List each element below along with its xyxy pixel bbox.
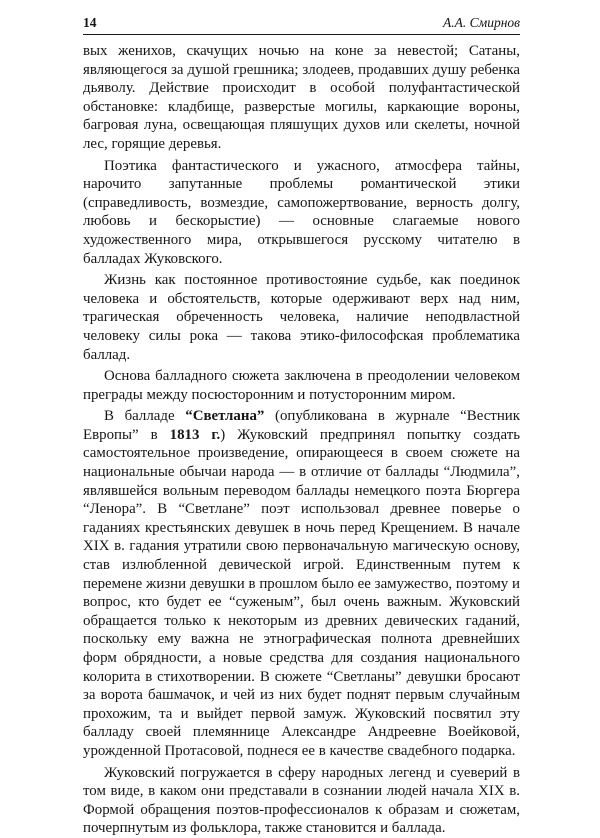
page-number: 14 [83, 15, 97, 30]
paragraph-6 [83, 764, 520, 838]
paragraph-text: (опубликована в журнале “Вестник Европы” в [83, 408, 520, 443]
paragraph-text: ) Жуковский предпринял попытку создать самостоятельное произведение, опирающееся в своем сюжете на национальные обычаи народа — в отличие от баллады “Людмила”, являвшейся вольным переводом баллады немецкого поэта Бюргера “Ленора”. В “Светлане” поэт использовал древнее поверье о гаданиях крестьянских девушек в ночь перед Крещением. В начале XIX в. гадания утратили свою первоначальную магическую основу, став излюбленной девической игрой. Единственным путем к перемене жизни девушки в прошлом было ее замужество, поэтому и вопрос, кто будет ее “суженым”, был очень важным. Жуковский обращается только к некоторым из древних девических гаданий, поскольку ему важна не этнографическая полнота древнейших форм обрядности, а новые средства для создания национального колорита в стихотворении. В сюжете “Светланы” девушки бросают за ворота башмачок, и чей из них будет поднят первым случайным прохожим, та и выйдет первой замуж. Жуковский посвятил эту балладу своей племяннице Александре Андреевне Воейковой, урожденной Протасовой, поднеся ее в качестве свадебного подарка. [83, 426, 520, 759]
paragraph-2 [83, 157, 520, 269]
paragraph-5 [83, 407, 520, 760]
running-head [83, 14, 520, 35]
paragraph-text: В балладе [104, 408, 186, 425]
paragraph-text: Основа балладного сюжета заключена в преодолении человеком преграды между посюсторонним и потусторонним миром. [83, 368, 520, 403]
paragraph-text: Жизнь как постоянное противостояние судьбе, как поединок человека и обстоятельств, которые одерживают верх над ним, трагическая обреченность человека, наличие неподвластной человеку силы рока — такова этико-философская проблематика баллад. [83, 272, 520, 363]
year-bold: 1813 г. [169, 426, 221, 443]
paragraph-text: Жуковский погружается в сферу народных легенд и суеверий в том виде, в каком они представали в сознании людей начала XIX в. Формой обращения поэтов-профессионалов к образам и сюжетам, почерпнутым из фольклора, также становится и баллада. [83, 764, 520, 837]
ballad-title-bold: “Светлана” [185, 408, 265, 425]
paragraph-1 [83, 42, 520, 154]
book-page [83, 14, 520, 838]
paragraph-3 [83, 271, 520, 364]
body-text [83, 42, 520, 838]
paragraph-4 [83, 367, 520, 404]
paragraph-text: Поэтика фантастического и ужасного, атмосфера тайны, нарочито запутанные проблемы романтической этики (справедливость, возмездие, самопожертвование, верность долгу, любовь и бескорыстие) — основные слагаемые нового художественного мира, открывшегося русскому читателю в балладах Жуковского. [83, 157, 520, 267]
paragraph-text: вых женихов, скачущих ночью на коне за невестой; Сатаны, являющегося за душой грешника; злодеев, продавших душу ребенка дьяволу. Действие происходит в особой полуфантастической обстановке: кладбище, разверстые могилы, каркающие вороны, багровая луна, освещающая пляшущих духов или скелеты, ночной лес, горящие деревья. [83, 43, 520, 152]
running-head-author: А.А. Смирнов [442, 15, 520, 30]
